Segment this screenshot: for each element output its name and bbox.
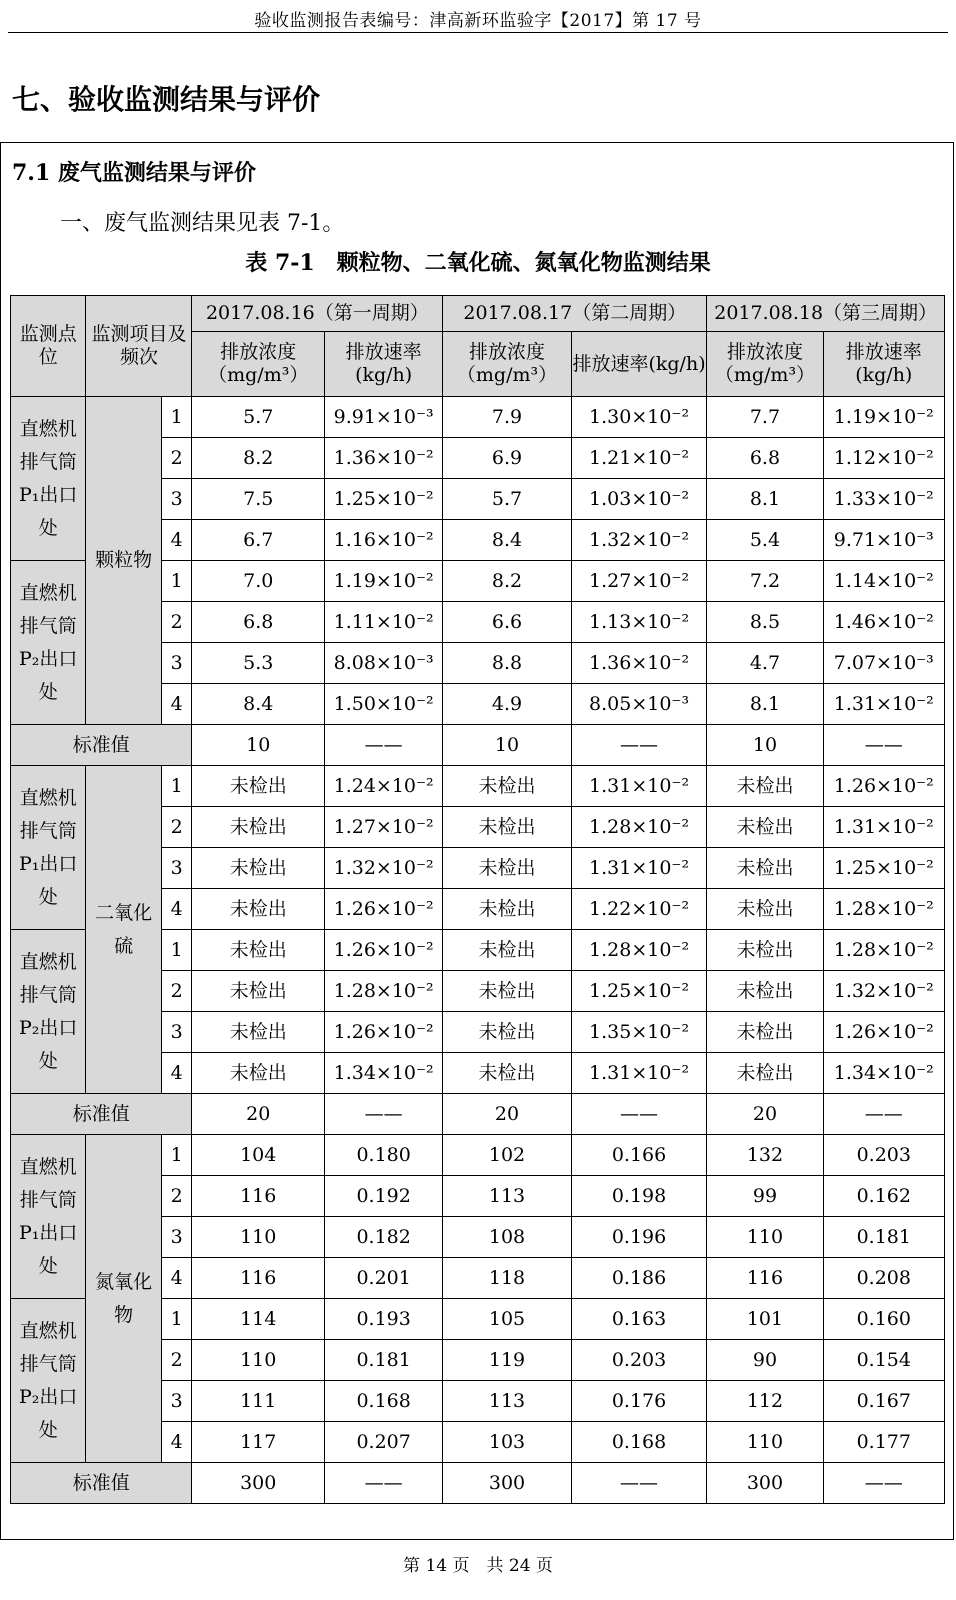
rate-cell: 1.16×10⁻² — [325, 520, 443, 561]
concentration-cell: 110 — [192, 1340, 325, 1381]
standard-row — [11, 725, 945, 766]
rate-cell: 0.207 — [325, 1422, 443, 1463]
rate-cell: 1.31×10⁻² — [571, 766, 707, 807]
rate-cell: 1.26×10⁻² — [325, 930, 443, 971]
rate-cell: 1.32×10⁻² — [325, 848, 443, 889]
standard-value: 300 — [443, 1463, 571, 1504]
rate-cell: 1.26×10⁻² — [325, 1012, 443, 1053]
frequency-cell: 1 — [161, 1135, 192, 1176]
concentration-cell: 113 — [443, 1176, 571, 1217]
rate-cell: 0.160 — [823, 1299, 944, 1340]
concentration-cell: 5.3 — [192, 643, 325, 684]
rate-cell: 1.19×10⁻² — [823, 397, 944, 438]
concentration-cell: 116 — [707, 1258, 823, 1299]
rate-cell: 1.26×10⁻² — [325, 889, 443, 930]
concentration-cell: 7.5 — [192, 479, 325, 520]
concentration-cell: 101 — [707, 1299, 823, 1340]
point-label: 直燃机排气筒P₁出口处 — [11, 1135, 86, 1299]
concentration-cell: 未检出 — [192, 807, 325, 848]
rate-cell: 1.12×10⁻² — [823, 438, 944, 479]
rate-cell: 0.177 — [823, 1422, 944, 1463]
standard-value: 20 — [707, 1094, 823, 1135]
rate-cell: 1.27×10⁻² — [325, 807, 443, 848]
rate-cell: 1.22×10⁻² — [571, 889, 707, 930]
concentration-cell: 116 — [192, 1176, 325, 1217]
rate-cell: 1.14×10⁻² — [823, 561, 944, 602]
rate-cell: 1.21×10⁻² — [571, 438, 707, 479]
standard-dash: —— — [325, 1463, 443, 1504]
concentration-cell: 118 — [443, 1258, 571, 1299]
concentration-cell: 6.8 — [192, 602, 325, 643]
standard-row — [11, 1094, 945, 1135]
concentration-cell: 8.4 — [443, 520, 571, 561]
point-label: 直燃机排气筒P₂出口处 — [11, 930, 86, 1094]
header-rate: 排放速率(kg/h) — [571, 332, 707, 397]
rate-cell: 0.162 — [823, 1176, 944, 1217]
rate-cell: 1.26×10⁻² — [823, 1012, 944, 1053]
rate-cell: 1.31×10⁻² — [571, 1053, 707, 1094]
standard-dash: —— — [571, 1094, 707, 1135]
concentration-cell: 未检出 — [443, 971, 571, 1012]
frequency-cell: 3 — [161, 1012, 192, 1053]
concentration-cell: 8.1 — [707, 479, 823, 520]
rate-cell: 1.28×10⁻² — [823, 930, 944, 971]
concentration-cell: 113 — [443, 1381, 571, 1422]
rate-cell: 1.11×10⁻² — [325, 602, 443, 643]
rate-cell: 1.36×10⁻² — [571, 643, 707, 684]
standard-value: 20 — [443, 1094, 571, 1135]
rate-cell: 1.27×10⁻² — [571, 561, 707, 602]
rate-cell: 1.35×10⁻² — [571, 1012, 707, 1053]
rate-cell: 0.203 — [571, 1340, 707, 1381]
concentration-cell: 未检出 — [192, 766, 325, 807]
standard-label: 标准值 — [11, 1463, 192, 1504]
frequency-cell: 2 — [161, 438, 192, 479]
chapter-title: 七、验收监测结果与评价 — [12, 83, 321, 116]
rate-cell: 0.208 — [823, 1258, 944, 1299]
point-label: 直燃机排气筒P₂出口处 — [11, 1299, 86, 1463]
frequency-cell: 1 — [161, 766, 192, 807]
concentration-cell: 117 — [192, 1422, 325, 1463]
rate-cell: 8.08×10⁻³ — [325, 643, 443, 684]
header-period-1: 2017.08.16（第一周期） — [192, 296, 443, 332]
header-rate: 排放速率(kg/h) — [325, 332, 443, 397]
concentration-cell: 8.5 — [707, 602, 823, 643]
rate-cell: 1.19×10⁻² — [325, 561, 443, 602]
point-label: 直燃机排气筒P₁出口处 — [11, 397, 86, 561]
concentration-cell: 114 — [192, 1299, 325, 1340]
rate-cell: 0.201 — [325, 1258, 443, 1299]
frame-bottom-rule — [0, 1539, 954, 1540]
concentration-cell: 7.0 — [192, 561, 325, 602]
header-period-3: 2017.08.18（第三周期） — [707, 296, 945, 332]
concentration-cell: 104 — [192, 1135, 325, 1176]
standard-value: 10 — [192, 725, 325, 766]
frequency-cell: 4 — [161, 684, 192, 725]
frequency-cell: 3 — [161, 643, 192, 684]
standard-dash: —— — [823, 1463, 944, 1504]
rate-cell: 0.167 — [823, 1381, 944, 1422]
rate-cell: 0.182 — [325, 1217, 443, 1258]
rate-cell: 1.03×10⁻² — [571, 479, 707, 520]
concentration-cell: 5.4 — [707, 520, 823, 561]
concentration-cell: 108 — [443, 1217, 571, 1258]
concentration-cell: 未检出 — [192, 971, 325, 1012]
standard-dash: —— — [571, 725, 707, 766]
concentration-cell: 未检出 — [443, 848, 571, 889]
concentration-cell: 4.7 — [707, 643, 823, 684]
concentration-cell: 8.8 — [443, 643, 571, 684]
concentration-cell: 6.6 — [443, 602, 571, 643]
frequency-cell: 3 — [161, 1217, 192, 1258]
rate-cell: 1.46×10⁻² — [823, 602, 944, 643]
standard-dash: —— — [823, 725, 944, 766]
frequency-cell: 4 — [161, 1053, 192, 1094]
point-label: 直燃机排气筒P₂出口处 — [11, 561, 86, 725]
frequency-cell: 1 — [161, 397, 192, 438]
rate-cell: 0.168 — [325, 1381, 443, 1422]
concentration-cell: 7.7 — [707, 397, 823, 438]
concentration-cell: 8.2 — [443, 561, 571, 602]
standard-dash: —— — [325, 725, 443, 766]
rate-cell: 1.50×10⁻² — [325, 684, 443, 725]
rate-cell: 0.193 — [325, 1299, 443, 1340]
frequency-cell: 4 — [161, 1258, 192, 1299]
standard-label: 标准值 — [11, 1094, 192, 1135]
rate-cell: 1.24×10⁻² — [325, 766, 443, 807]
frequency-cell: 2 — [161, 807, 192, 848]
rate-cell: 1.25×10⁻² — [571, 971, 707, 1012]
rate-cell: 1.31×10⁻² — [823, 807, 944, 848]
standard-value: 300 — [707, 1463, 823, 1504]
concentration-cell: 未检出 — [707, 766, 823, 807]
rate-cell: 1.25×10⁻² — [823, 848, 944, 889]
concentration-cell: 未检出 — [707, 1012, 823, 1053]
rate-cell: 1.30×10⁻² — [571, 397, 707, 438]
rate-cell: 7.07×10⁻³ — [823, 643, 944, 684]
item-label: 二氧化硫 — [86, 766, 161, 1094]
rate-cell: 1.28×10⁻² — [571, 807, 707, 848]
concentration-cell: 111 — [192, 1381, 325, 1422]
rate-cell: 9.91×10⁻³ — [325, 397, 443, 438]
item-label: 颗粒物 — [86, 397, 161, 725]
rate-cell: 1.28×10⁻² — [325, 971, 443, 1012]
concentration-cell: 8.1 — [707, 684, 823, 725]
rate-cell: 1.28×10⁻² — [823, 889, 944, 930]
frequency-cell: 2 — [161, 602, 192, 643]
frequency-cell: 1 — [161, 930, 192, 971]
concentration-cell: 未检出 — [707, 848, 823, 889]
frequency-cell: 4 — [161, 889, 192, 930]
concentration-cell: 116 — [192, 1258, 325, 1299]
header-item: 监测项目及频次 — [86, 296, 192, 397]
concentration-cell: 132 — [707, 1135, 823, 1176]
rate-cell: 1.36×10⁻² — [325, 438, 443, 479]
section-title: 7.1 废气监测结果与评价 — [12, 160, 256, 186]
rate-cell: 0.166 — [571, 1135, 707, 1176]
concentration-cell: 未检出 — [192, 848, 325, 889]
concentration-cell: 未检出 — [443, 1053, 571, 1094]
rate-cell: 1.25×10⁻² — [325, 479, 443, 520]
page-footer: 第 14 页 共 24 页 — [403, 1556, 553, 1576]
concentration-cell: 110 — [707, 1217, 823, 1258]
concentration-cell: 未检出 — [443, 930, 571, 971]
rate-cell: 0.180 — [325, 1135, 443, 1176]
concentration-cell: 未检出 — [443, 1012, 571, 1053]
table-row — [11, 397, 945, 438]
standard-value: 20 — [192, 1094, 325, 1135]
standard-dash: —— — [823, 1094, 944, 1135]
rate-cell: 0.196 — [571, 1217, 707, 1258]
concentration-cell: 未检出 — [192, 1053, 325, 1094]
item-label: 氮氧化物 — [86, 1135, 161, 1463]
concentration-cell: 112 — [707, 1381, 823, 1422]
rate-cell: 0.181 — [823, 1217, 944, 1258]
point-label: 直燃机排气筒P₁出口处 — [11, 766, 86, 930]
rate-cell: 0.168 — [571, 1422, 707, 1463]
frequency-cell: 1 — [161, 1299, 192, 1340]
concentration-cell: 6.8 — [707, 438, 823, 479]
concentration-cell: 102 — [443, 1135, 571, 1176]
concentration-cell: 6.7 — [192, 520, 325, 561]
table-row — [11, 766, 945, 807]
concentration-cell: 110 — [192, 1217, 325, 1258]
concentration-cell: 5.7 — [192, 397, 325, 438]
rate-cell: 0.154 — [823, 1340, 944, 1381]
concentration-cell: 未检出 — [443, 807, 571, 848]
rate-cell: 0.163 — [571, 1299, 707, 1340]
header-concentration: 排放浓度（mg/m³） — [443, 332, 571, 397]
concentration-cell: 105 — [443, 1299, 571, 1340]
header-concentration: 排放浓度（mg/m³） — [192, 332, 325, 397]
concentration-cell: 未检出 — [707, 807, 823, 848]
rate-cell: 1.31×10⁻² — [823, 684, 944, 725]
concentration-cell: 103 — [443, 1422, 571, 1463]
frequency-cell: 4 — [161, 1422, 192, 1463]
concentration-cell: 99 — [707, 1176, 823, 1217]
concentration-cell: 未检出 — [443, 889, 571, 930]
concentration-cell: 未检出 — [192, 889, 325, 930]
concentration-cell: 119 — [443, 1340, 571, 1381]
standard-label: 标准值 — [11, 725, 192, 766]
frequency-cell: 3 — [161, 1381, 192, 1422]
concentration-cell: 未检出 — [192, 930, 325, 971]
table-body — [11, 397, 945, 1504]
frequency-cell: 2 — [161, 1176, 192, 1217]
header-divider — [8, 32, 948, 33]
rate-cell: 0.176 — [571, 1381, 707, 1422]
rate-cell: 1.13×10⁻² — [571, 602, 707, 643]
concentration-cell: 未检出 — [707, 889, 823, 930]
rate-cell: 1.32×10⁻² — [571, 520, 707, 561]
table-caption: 表 7-1 颗粒物、二氧化硫、氮氧化物监测结果 — [245, 250, 711, 276]
standard-value: 10 — [707, 725, 823, 766]
rate-cell: 0.192 — [325, 1176, 443, 1217]
concentration-cell: 8.4 — [192, 684, 325, 725]
frequency-cell: 2 — [161, 1340, 192, 1381]
rate-cell: 1.28×10⁻² — [571, 930, 707, 971]
frequency-cell: 3 — [161, 479, 192, 520]
frequency-cell: 1 — [161, 561, 192, 602]
rate-cell: 0.181 — [325, 1340, 443, 1381]
frequency-cell: 3 — [161, 848, 192, 889]
rate-cell: 1.26×10⁻² — [823, 766, 944, 807]
concentration-cell: 7.2 — [707, 561, 823, 602]
rate-cell: 1.32×10⁻² — [823, 971, 944, 1012]
rate-cell: 0.198 — [571, 1176, 707, 1217]
standard-dash: —— — [325, 1094, 443, 1135]
concentration-cell: 8.2 — [192, 438, 325, 479]
table-row — [11, 1135, 945, 1176]
intro-text: 一、废气监测结果见表 7-1。 — [60, 211, 345, 236]
report-header: 验收监测报告表编号：津高新环监验字【2017】第 17 号 — [254, 11, 702, 31]
rate-cell: 1.31×10⁻² — [571, 848, 707, 889]
header-concentration: 排放浓度（mg/m³） — [707, 332, 823, 397]
rate-cell: 1.34×10⁻² — [823, 1053, 944, 1094]
header-rate: 排放速率(kg/h) — [823, 332, 944, 397]
monitoring-results-table — [10, 295, 945, 1504]
concentration-cell: 6.9 — [443, 438, 571, 479]
header-period-2: 2017.08.17（第二周期） — [443, 296, 707, 332]
concentration-cell: 4.9 — [443, 684, 571, 725]
standard-dash: —— — [571, 1463, 707, 1504]
standard-value: 10 — [443, 725, 571, 766]
frequency-cell: 2 — [161, 971, 192, 1012]
concentration-cell: 未检出 — [707, 971, 823, 1012]
header-point: 监测点位 — [11, 296, 86, 397]
standard-row — [11, 1463, 945, 1504]
standard-value: 300 — [192, 1463, 325, 1504]
concentration-cell: 未检出 — [192, 1012, 325, 1053]
rate-cell: 0.186 — [571, 1258, 707, 1299]
rate-cell: 8.05×10⁻³ — [571, 684, 707, 725]
concentration-cell: 5.7 — [443, 479, 571, 520]
concentration-cell: 7.9 — [443, 397, 571, 438]
concentration-cell: 未检出 — [707, 930, 823, 971]
rate-cell: 0.203 — [823, 1135, 944, 1176]
rate-cell: 9.71×10⁻³ — [823, 520, 944, 561]
concentration-cell: 110 — [707, 1422, 823, 1463]
concentration-cell: 未检出 — [707, 1053, 823, 1094]
rate-cell: 1.33×10⁻² — [823, 479, 944, 520]
concentration-cell: 未检出 — [443, 766, 571, 807]
frequency-cell: 4 — [161, 520, 192, 561]
concentration-cell: 90 — [707, 1340, 823, 1381]
rate-cell: 1.34×10⁻² — [325, 1053, 443, 1094]
